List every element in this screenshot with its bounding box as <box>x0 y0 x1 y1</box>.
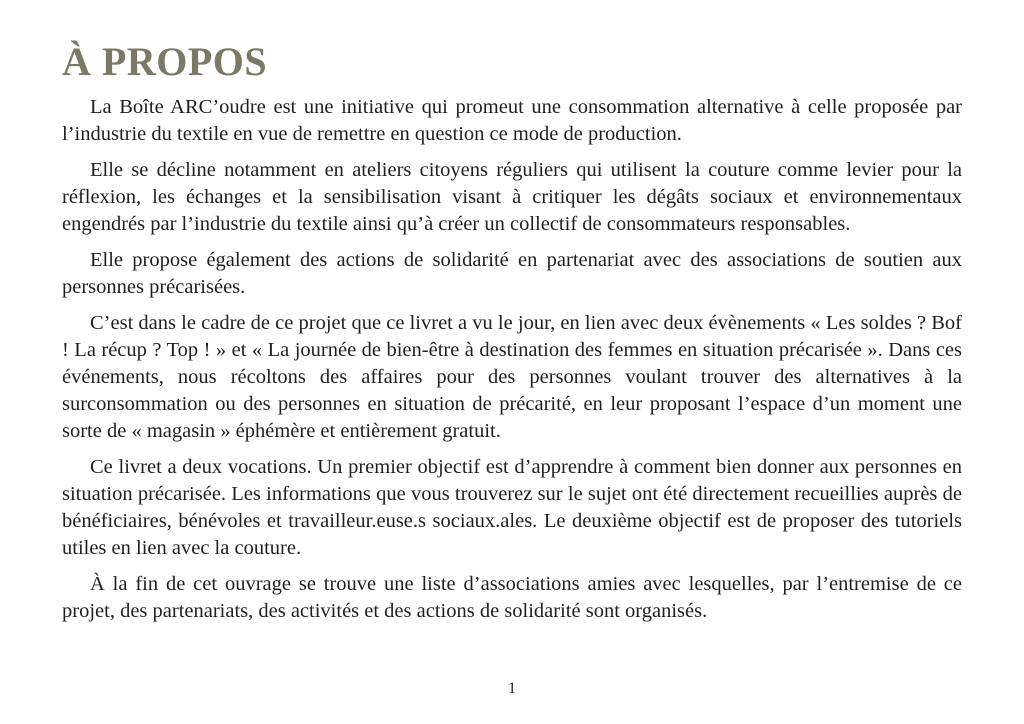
page-title: À PROPOS <box>62 39 268 84</box>
paragraph-solidarity: Elle propose également des actions de solidarité en partenariat avec des associations de soutien aux personnes précarisées. <box>62 249 962 298</box>
paragraph-objectives: Ce livret a deux vocations. Un premier objectif est d’apprendre à comment bien donner aux personnes en situation précarisée. Les informations que vous trouverez sur le sujet ont été directement recueillies auprès de bénéficiaires, bénévoles et travailleur.euse.s sociaux.ales. Le deuxième objectif est de proposer des tutoriels utiles en lien avec la couture. <box>62 456 962 559</box>
page-number: 1 <box>508 680 516 697</box>
paragraph-associations: À la fin de cet ouvrage se trouve une liste d’associations amies avec lesquelles, par l’entremise de ce projet, des partenariats, des activités et des actions de solidarité sont organisés. <box>62 573 962 622</box>
paragraph-events: C’est dans le cadre de ce projet que ce livret a vu le jour, en lien avec deux évènements « Les soldes ? Bof ! La récup ? Top ! » et « La journée de bien-être à destination des femmes en situation précarisée ». Dans ces événements, nous récoltons des affaires pour des personnes voulant trouver des alternatives à la surconsommation ou des personnes en situation de précarité, en leur proposant l’espace d’un moment une sorte de « magasin » éphémère et entièrement gratuit. <box>62 312 962 442</box>
paragraph-workshops: Elle se décline notamment en ateliers citoyens réguliers qui utilisent la couture comme levier pour la réflexion, les échanges et la sensibilisation visant à critiquer les dégâts sociaux et environnementaux engendrés par l’industrie du textile ainsi qu’à créer un collectif de consommateurs responsables. <box>62 159 962 235</box>
paragraph-intro: La Boîte ARC’oudre est une initiative qui promeut une consommation alternative à celle proposée par l’industrie du textile en vue de remettre en question ce mode de production. <box>62 96 962 145</box>
body-text <box>62 94 962 634</box>
